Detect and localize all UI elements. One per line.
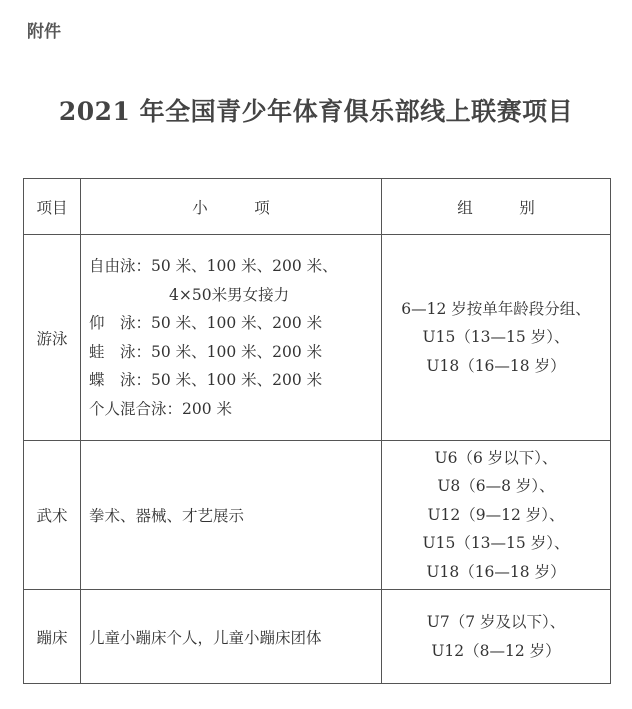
- group-line: U18（16—18 岁）: [426, 562, 566, 581]
- header-sport: 项目: [24, 179, 81, 235]
- table-row: [24, 235, 611, 441]
- event-line: 蝶 泳：50 米、100 米、200 米: [89, 371, 323, 389]
- sport-cell: 游泳: [24, 235, 81, 441]
- group-line: U8（6—8 岁）、: [437, 477, 555, 496]
- groups-cell: [382, 235, 611, 441]
- event-line: 4×50米男女接力: [169, 285, 290, 304]
- sport-cell: 武术: [24, 441, 81, 590]
- events-cell: [81, 441, 382, 590]
- header-events: 小 项: [81, 179, 382, 235]
- groups-cell: [382, 590, 611, 684]
- event-line: 个人混合泳：200 米: [89, 399, 233, 418]
- group-line: U15（13—15 岁）、: [422, 534, 570, 553]
- table-row: [24, 590, 611, 684]
- group-line: U18（16—18 岁）: [426, 356, 566, 375]
- group-line: 6—12 岁按单年龄段分组、: [401, 299, 591, 318]
- events-table: [23, 178, 611, 684]
- group-line: U12（9—12 岁）、: [427, 505, 565, 524]
- header-groups: 组 别: [382, 179, 611, 235]
- groups-cell: [382, 441, 611, 590]
- event-line: 自由泳：50 米、100 米、200 米、: [89, 257, 338, 275]
- events-cell: [81, 235, 382, 441]
- event-line: 仰 泳：50 米、100 米、200 米: [89, 314, 323, 332]
- group-line: U12（8—12 岁）: [431, 641, 561, 660]
- group-line: U15（13—15 岁）、: [422, 328, 570, 347]
- attachment-label: 附件: [27, 22, 61, 42]
- event-line: 儿童小蹦床个人，儿童小蹦床团体: [89, 628, 322, 647]
- table-row: [24, 441, 611, 590]
- page-title: 2021 年全国青少年体育俱乐部线上联赛项目: [58, 97, 574, 126]
- group-line: U7（7 岁及以下）、: [426, 613, 566, 631]
- event-line: 拳术、器械、才艺展示: [89, 507, 245, 525]
- group-line: U6（6 岁以下）、: [434, 448, 558, 467]
- event-line: 蛙 泳：50 米、100 米、200 米: [89, 342, 323, 361]
- events-cell: [81, 590, 382, 684]
- table-header-row: [24, 179, 611, 235]
- sport-cell: 蹦床: [24, 590, 81, 684]
